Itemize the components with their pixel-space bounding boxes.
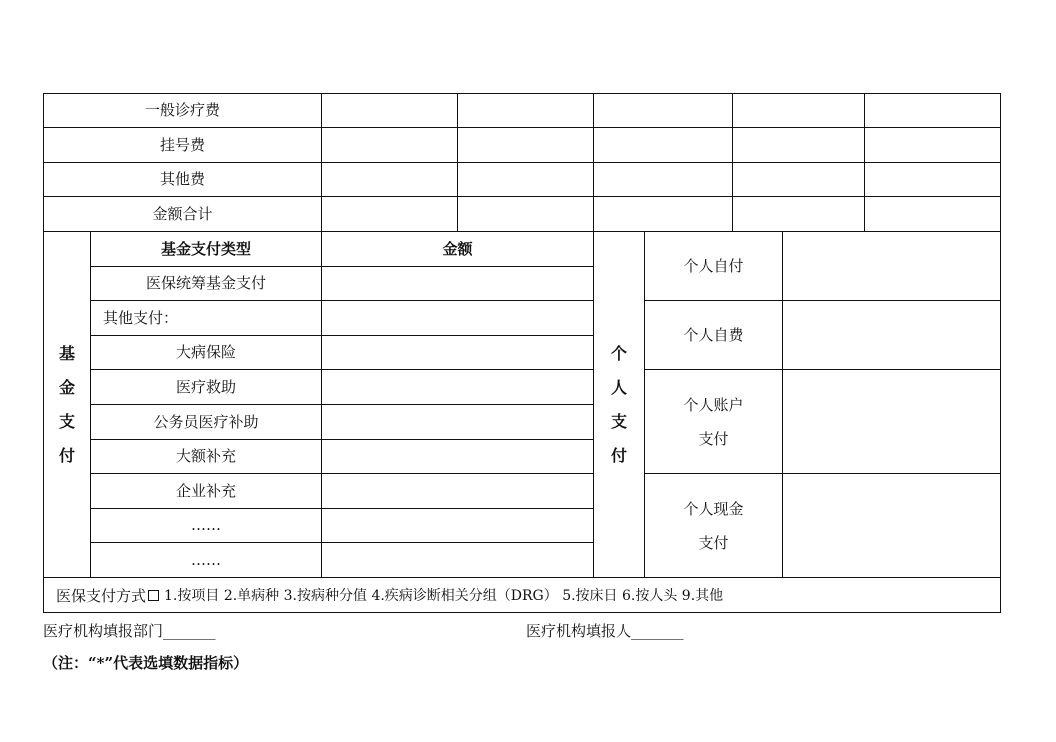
fund-payment-side-label <box>44 232 90 577</box>
column-divider <box>593 93 594 231</box>
fund-row-label: 医疗救助 <box>175 377 236 396</box>
table-border-right <box>1000 93 1001 612</box>
column-divider <box>321 231 322 577</box>
column-divider <box>782 231 783 577</box>
fund-row-label: 企业补充 <box>175 481 236 500</box>
personal-row-line: 支付 <box>698 429 729 448</box>
filling-person: 医疗机构填报人_______ <box>526 622 684 640</box>
amount-header: 金额 <box>442 239 473 258</box>
column-divider <box>864 93 865 231</box>
side-label-char: 金 <box>58 377 75 397</box>
side-label-char: 付 <box>58 445 75 465</box>
payment-method-options: 1.按项目 2.单病种 3.按病种分值 4.疾病诊断相关分组（DRG） 5.按床日 6.按人头 9.其他 <box>164 588 724 604</box>
personal-row-label <box>645 474 782 577</box>
fund-row-label: 公务员医疗补助 <box>153 412 259 431</box>
column-divider <box>457 93 458 231</box>
column-divider <box>732 93 733 231</box>
side-label-char: 个 <box>610 343 627 363</box>
personal-row-line: 支付 <box>698 533 729 552</box>
personal-row-label <box>645 232 782 300</box>
personal-row-label <box>645 370 782 473</box>
fund-row-label: 医保统筹基金支付 <box>145 274 266 292</box>
side-label-char: 基 <box>58 343 75 363</box>
personal-row-line: 个人自费 <box>683 326 744 344</box>
side-label-char: 人 <box>610 377 627 397</box>
fee-label-total: 金额合计 <box>152 204 213 223</box>
payment-method-row <box>56 578 723 612</box>
payment-method-checkbox[interactable] <box>148 590 159 601</box>
personal-payment-side-label <box>594 232 644 577</box>
fund-row-label: 大额补充 <box>175 447 236 465</box>
fund-row-label: 大病保险 <box>175 343 236 361</box>
fund-type-header: 基金支付类型 <box>160 239 251 258</box>
fund-row-label: …… <box>191 550 221 569</box>
fee-label-general: 一般诊疗费 <box>144 101 220 119</box>
personal-row-line: 个人自付 <box>683 257 744 275</box>
side-label-char: 支 <box>610 411 627 431</box>
fund-row-label: 其他支付： <box>103 308 179 327</box>
side-label-char: 付 <box>610 445 627 465</box>
personal-row-line: 个人现金 <box>683 499 744 518</box>
fee-label-other: 其他费 <box>159 170 205 188</box>
column-divider <box>321 93 322 231</box>
side-label-char: 支 <box>58 411 75 431</box>
fund-row-label: …… <box>191 516 221 534</box>
table-border-bottom <box>43 612 1001 613</box>
filling-department: 医疗机构填报部门_______ <box>43 622 216 640</box>
personal-row-label <box>645 301 782 369</box>
personal-row-line: 个人账户 <box>683 395 744 414</box>
footnote: （注：“*”代表选填数据指标） <box>43 654 249 672</box>
payment-method-label: 医保支付方式 <box>56 586 147 605</box>
fee-label-registration: 挂号费 <box>159 135 205 154</box>
